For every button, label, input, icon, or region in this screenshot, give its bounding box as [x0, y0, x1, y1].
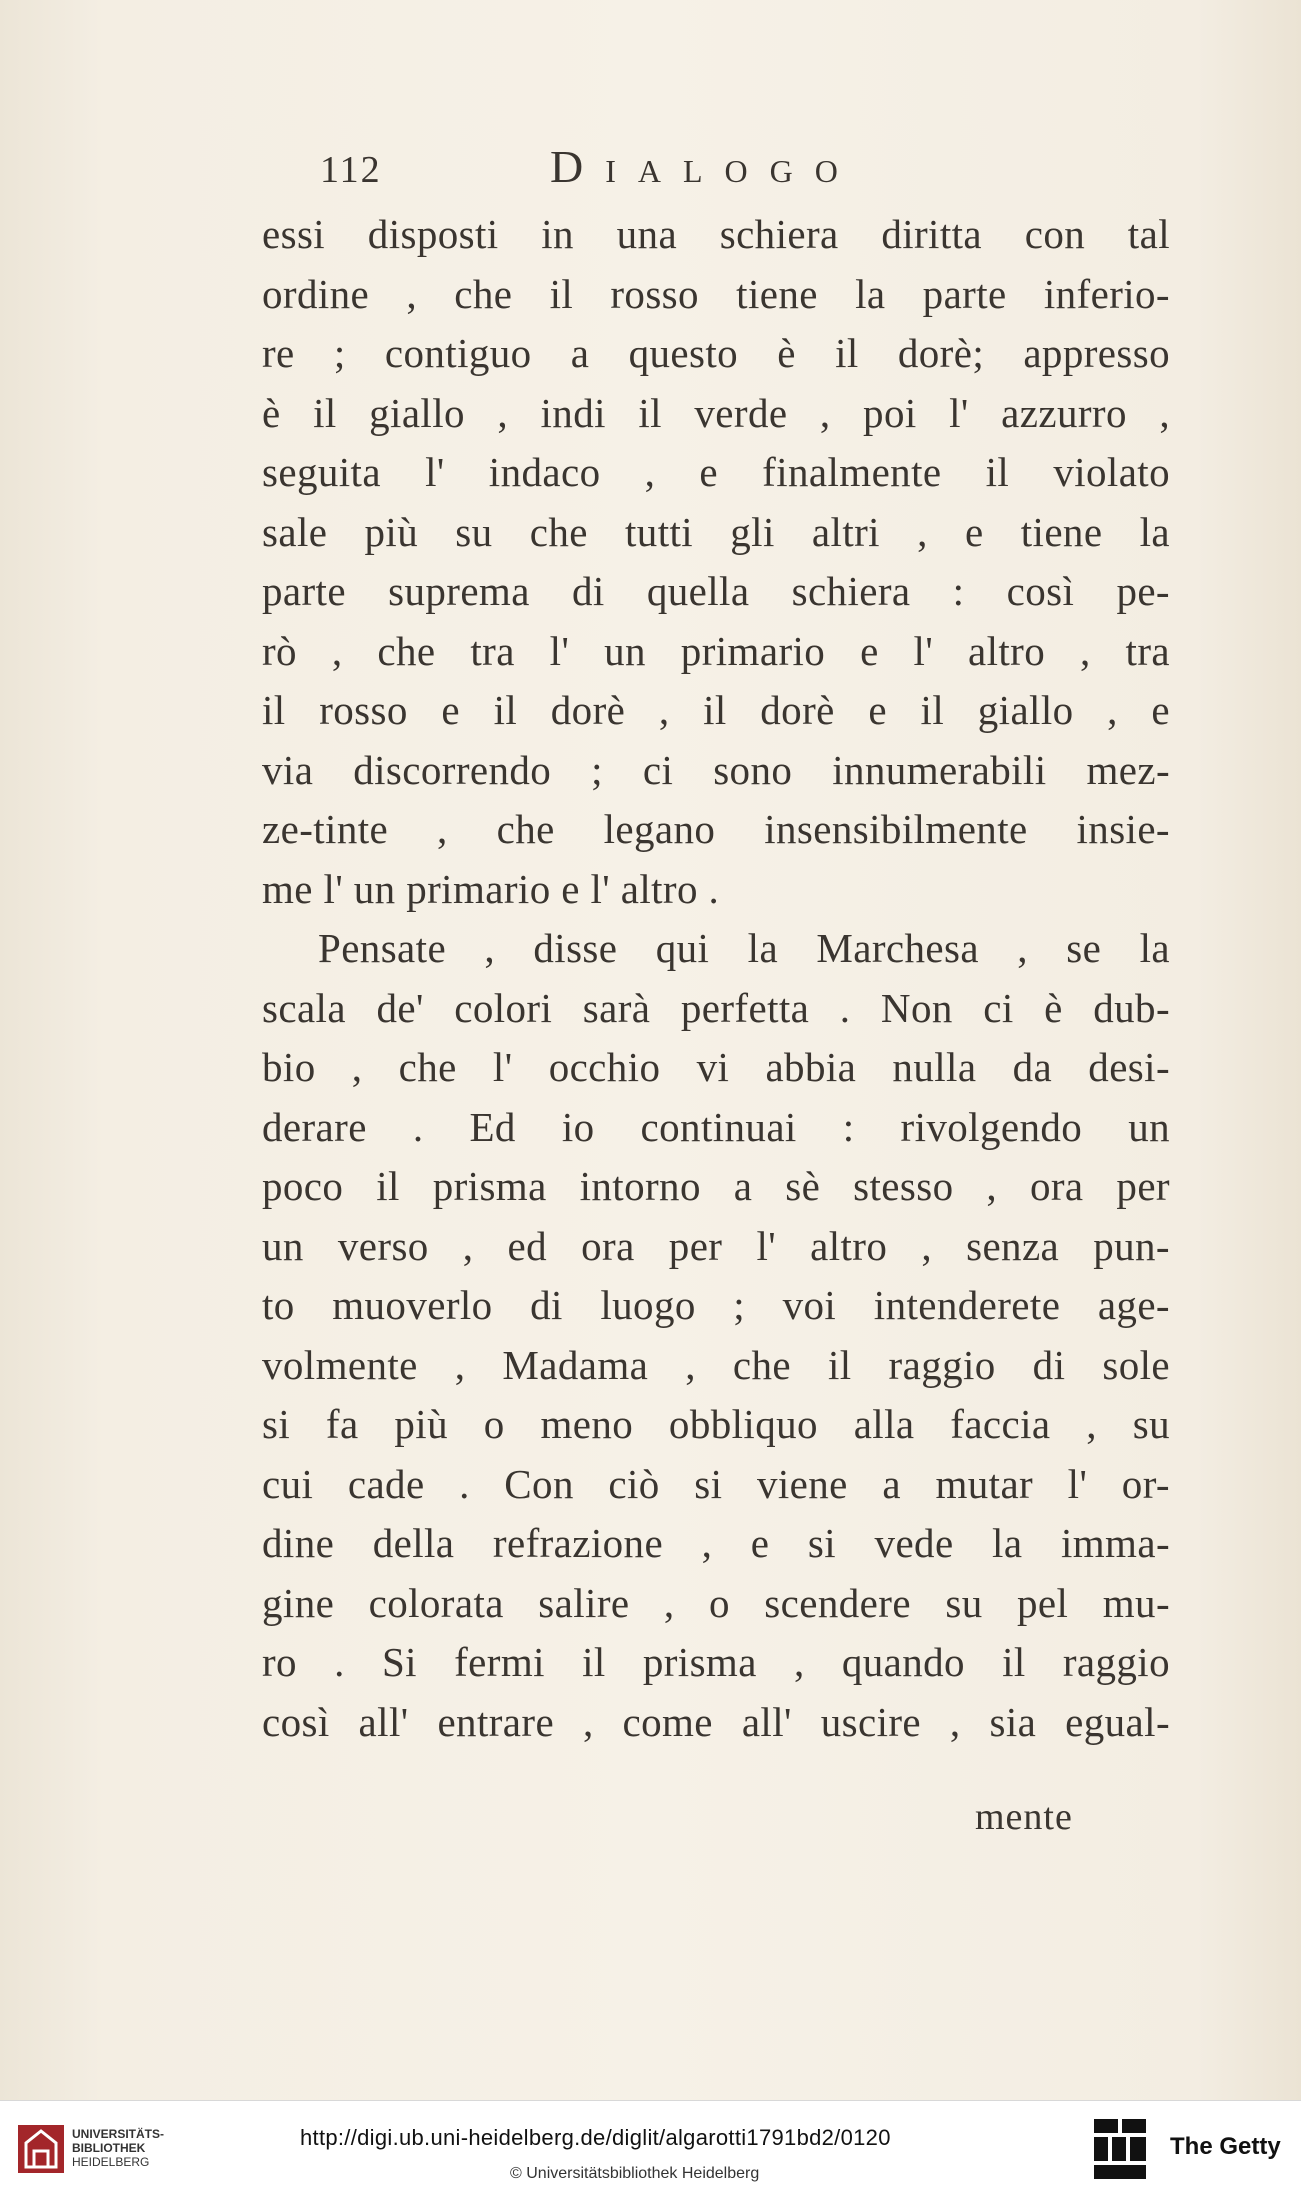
text-line: ze-tinte , che legano insensibilmente insie-	[262, 806, 1170, 852]
text-line: così all' entrare , come all' uscire , sia egual-	[262, 1698, 1170, 1745]
library-name-line: BIBLIOTHEK	[72, 2141, 146, 2155]
getty-name: The Getty	[1170, 2133, 1281, 2160]
text-line: dine della refrazione , e si vede la imma-	[262, 1520, 1170, 1566]
text-line: me l' un primario e l' altro .	[262, 865, 720, 912]
catchword: mente	[975, 1796, 1073, 1838]
text-line: è il giallo , indi il verde , poi l' azzurro ,	[262, 389, 1170, 436]
text-line: rò , che tra l' un primario e l' altro , tra	[262, 627, 1170, 674]
viewer-footer	[0, 2100, 1301, 2199]
library-logo[interactable]	[16, 2121, 186, 2181]
library-seal-icon	[16, 2123, 66, 2175]
text-line: scala de' colori sarà perfetta . Non ci è dub-	[262, 984, 1170, 1031]
text-line: derare . Ed io continuai : rivolgendo un	[262, 1103, 1170, 1150]
body-text	[262, 205, 1170, 1752]
text-line: essi disposti in una schiera diritta con tal	[262, 211, 1170, 257]
getty-logo-icon[interactable]	[1090, 2115, 1150, 2183]
text-line: volmente , Madama , che il raggio di sole	[262, 1341, 1170, 1388]
text-line: Pensate , disse qui la Marchesa , se la	[318, 925, 1170, 971]
page-number: 112	[320, 149, 382, 191]
text-line: ro . Si fermi il prisma , quando il raggio	[262, 1639, 1170, 1685]
text-line: gine colorata salire , o scendere su pel mu-	[262, 1579, 1170, 1626]
text-line: cui cade . Con ciò si viene a mutar l' or-	[262, 1460, 1170, 1507]
text-line: parte suprema di quella schiera : così pe-	[262, 568, 1170, 614]
page-header	[320, 140, 920, 200]
copyright-notice: © Universitätsbibliothek Heidelberg	[510, 2165, 760, 2182]
text-line: via discorrendo ; ci sono innumerabili mez-	[262, 746, 1170, 793]
library-name	[72, 2127, 164, 2169]
text-line: il rosso e il dorè , il dorè e il giallo , e	[262, 687, 1170, 733]
text-line: ordine , che il rosso tiene la parte inferio-	[262, 270, 1170, 317]
text-line: bio , che l' occhio vi abbia nulla da desi-	[262, 1044, 1170, 1090]
library-name-line: HEIDELBERG	[72, 2155, 150, 2169]
text-line: un verso , ed ora per l' altro , senza pun-	[262, 1222, 1170, 1269]
running-head: Dialogo	[550, 141, 860, 192]
text-line: seguita l' indaco , e finalmente il violato	[262, 449, 1170, 495]
text-line: to muoverlo di luogo ; voi intenderete age-	[262, 1282, 1170, 1328]
library-name-line: UNIVERSITÄTS-	[72, 2127, 165, 2141]
text-line: poco il prisma intorno a sè stesso , ora per	[262, 1163, 1170, 1209]
permalink-url[interactable]: http://digi.ub.uni-heidelberg.de/diglit/algarotti1791bd2/0120	[300, 2125, 891, 2150]
text-line: sale più su che tutti gli altri , e tiene la	[262, 508, 1170, 555]
text-line: re ; contiguo a questo è il dorè; appresso	[262, 330, 1170, 376]
text-line: si fa più o meno obbliquo alla faccia , su	[262, 1401, 1170, 1447]
